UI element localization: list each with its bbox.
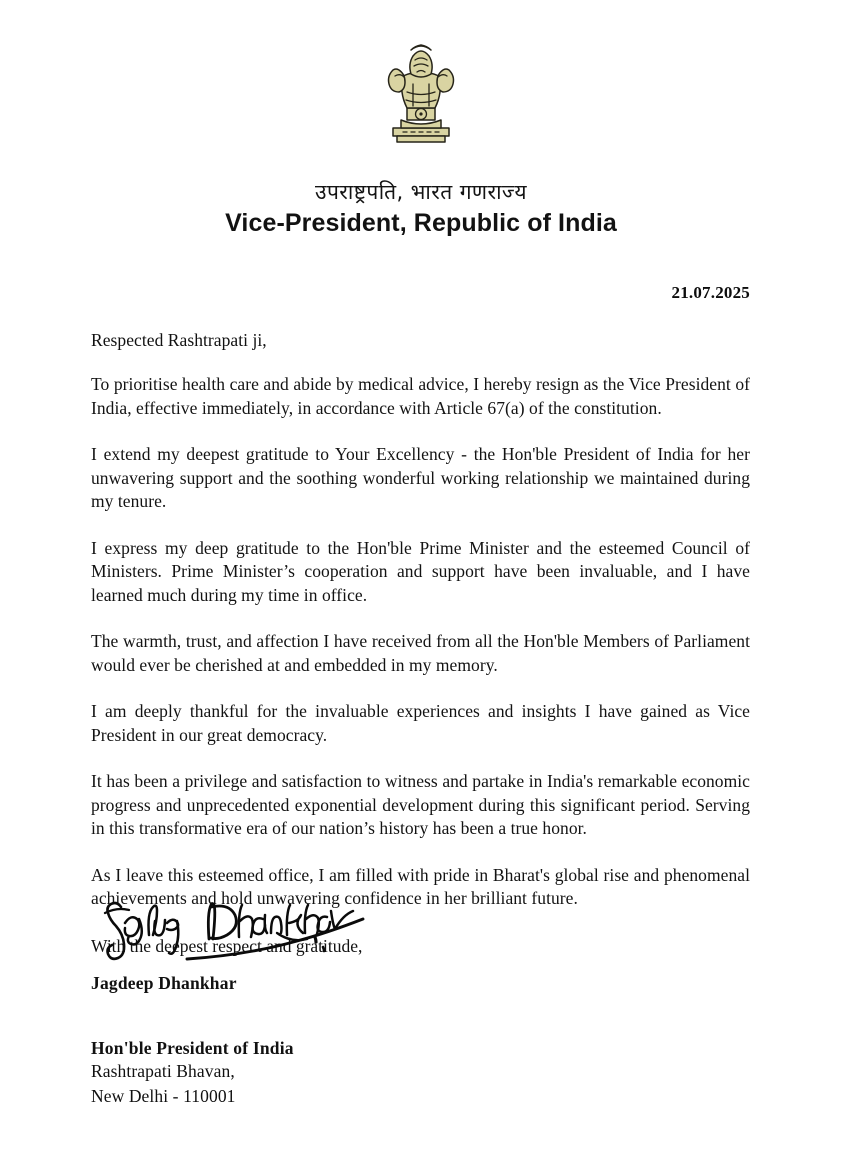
signatory-name: Jagdeep Dhankhar xyxy=(91,973,237,993)
letter-date: 21.07.2025 xyxy=(671,283,750,302)
letterhead-title-english: Vice-President, Republic of India xyxy=(225,209,617,238)
letter-body xyxy=(91,283,750,957)
addressee-line: Rashtrapati Bhavan, xyxy=(91,1061,235,1081)
signature-block xyxy=(91,893,511,994)
letter-paragraph: I am deeply thankful for the invaluable experiences and insights I have gained as Vice President in our great democracy. xyxy=(91,701,750,745)
letter-salutation: Respected Rashtrapati ji, xyxy=(91,330,267,350)
addressee-line: New Delhi - 110001 xyxy=(91,1086,236,1106)
letterhead-title-hindi: उपराष्ट्रपति, भारत गणराज्य xyxy=(315,180,527,204)
emblem-container xyxy=(0,34,842,166)
letter-paragraph: It has been a privilege and satisfaction to witness and partake in India's remarkable economic progress and unprecedented exponential development during this significant period. Serving in this transformative era of our nation’s history has been a true honor. xyxy=(91,771,750,838)
letter-paragraph: As I leave this esteemed office, I am filled with pride in Bharat's global rise and phenomenal achievements and hold unwavering confidence in her brilliant future. xyxy=(91,864,750,908)
letter-closing: With the deepest respect and gratitude, xyxy=(91,935,363,956)
letterhead xyxy=(0,34,842,238)
letter-paragraph: I express my deep gratitude to the Hon'ble Prime Minister and the esteemed Council of Ministers. Prime Minister’s cooperation and support have been invaluable, and I have learned much during my time in office. xyxy=(91,537,750,605)
letter-paragraph: I extend my deepest gratitude to Your Excellency - the Hon'ble President of India for her unwavering support and the soothing wonderful working relationship we maintained during my tenure. xyxy=(91,444,750,511)
handwritten-signature-icon xyxy=(91,893,371,971)
addressee-block xyxy=(91,1038,511,1109)
addressee-title: Hon'ble President of India xyxy=(91,1038,294,1058)
state-emblem-of-india-icon xyxy=(373,36,469,166)
letter-paragraph: The warmth, trust, and affection I have received from all the Hon'ble Members of Parliament would ever be cherished at and embedded in my memory. xyxy=(91,631,750,675)
letter-paragraph: To prioritise health care and abide by medical advice, I hereby resign as the Vice President of India, effective immediately, in accordance with Article 67(a) of the constitution. xyxy=(91,374,750,418)
